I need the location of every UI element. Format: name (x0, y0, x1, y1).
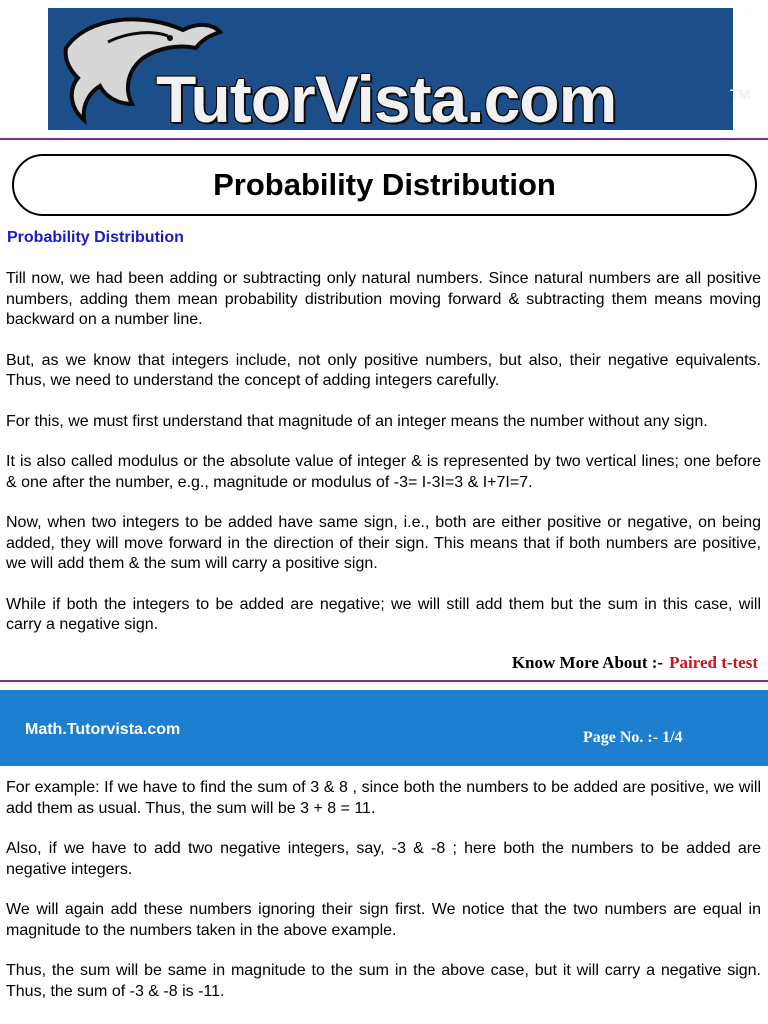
footer-site-name: Math.Tutorvista.com (25, 721, 181, 738)
footer-page-number: Page No. :- 1/4 (583, 729, 683, 746)
page-title: Probability Distribution (213, 167, 556, 202)
paragraph: While if both the integers to be added are negative; we will still add them but the sum in this case, will carry a negative sign. (6, 595, 761, 633)
paired-t-test-link[interactable]: Paired t-test (669, 653, 758, 672)
paragraph: For this, we must first understand that magnitude of an integer means the number without any sign. (6, 412, 708, 430)
know-more-label: Know More About :- (511, 653, 664, 672)
paragraph: Also, if we have to add two negative integers, say, -3 & -8 ; here both the numbers to be added are negative integers. (6, 840, 761, 878)
header-banner (48, 8, 751, 136)
paragraph: For example: If we have to find the sum of 3 & 8 , since both the numbers to be added are positive, we will add them as usual. Thus, the sum will be 3 + 8 = 11. (6, 779, 761, 817)
paragraph: We will again add these numbers ignoring their sign first. We notice that the two numbers are equal in magnitude to the numbers taken in the above example. (6, 901, 761, 939)
body-text-page2 (6, 778, 761, 1002)
paragraph: Thus, the sum will be same in magnitude to the sum in the above case, but it will carry a negative sign. Thus, the sum of -3 & -8 is -11. (6, 962, 761, 1000)
paragraph: Now, when two integers to be added have same sign, i.e., both are either positive or negative, on being added, they will move forward in the direction of their sign. This means that if both numbers are positive, we will add them & the sum will carry a positive sign. (6, 514, 761, 572)
paragraph: It is also called modulus or the absolute value of integer & is represented by two vertical lines; one before & one after the number, e.g., magnitude or modulus of -3= I-3I=3 & I+7I=7. (6, 453, 761, 491)
paragraph: But, as we know that integers include, not only positive numbers, but also, their negative equivalents. Thus, we need to understand the concept of adding integers carefully. (6, 351, 761, 389)
logo-text: TutorVista.com (156, 62, 617, 136)
divider-top (0, 138, 768, 140)
paragraph: Till now, we had been adding or subtracting only natural numbers. Since natural numbers are all positive numbers, adding them mean probability distribution moving forward & subtracting them means moving backward on a number line. (6, 270, 761, 328)
section-subheading: Probability Distribution (7, 229, 184, 246)
trademark-mark: TM (730, 86, 751, 102)
divider-middle (0, 680, 768, 682)
body-text-page1 (6, 269, 761, 636)
know-more-line (512, 653, 758, 673)
title-box (12, 154, 757, 216)
